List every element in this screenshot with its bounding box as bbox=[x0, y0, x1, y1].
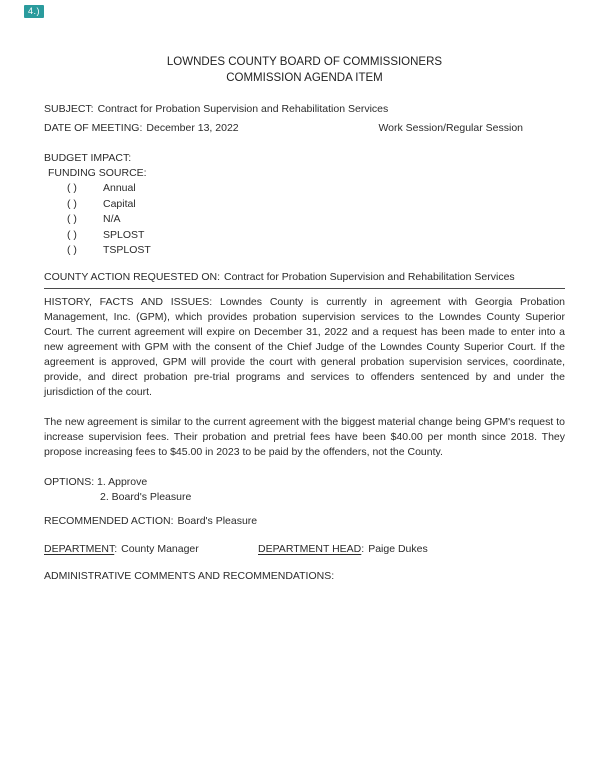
budget-impact-label: BUDGET IMPACT: bbox=[44, 152, 132, 164]
recommended-action-label: RECOMMENDED ACTION: bbox=[44, 514, 174, 527]
department-head-value: Paige Dukes bbox=[368, 542, 428, 555]
history-paragraph-1 bbox=[44, 295, 565, 400]
subject-value: Contract for Probation Supervision and Rehabilitation Services bbox=[97, 103, 389, 115]
funding-option-label: SPLOST bbox=[103, 228, 145, 241]
department-row bbox=[44, 542, 565, 557]
subject-row bbox=[44, 102, 565, 117]
session-type: Work Session/Regular Session bbox=[378, 122, 523, 134]
options-section bbox=[44, 475, 565, 505]
funding-source-label: FUNDING SOURCE: bbox=[48, 167, 147, 179]
department-label: DEPARTMENT bbox=[44, 542, 115, 555]
meeting-date bbox=[44, 121, 239, 136]
document-header bbox=[44, 54, 565, 86]
checkbox-na: ( ) bbox=[67, 213, 77, 225]
county-action-row bbox=[44, 270, 565, 289]
county-action-label: COUNTY ACTION REQUESTED ON: bbox=[44, 270, 220, 283]
options-line-1 bbox=[44, 475, 565, 490]
checkbox-annual: ( ) bbox=[67, 182, 77, 194]
funding-option-label: Annual bbox=[103, 182, 136, 194]
department-head-colon: : bbox=[361, 542, 365, 555]
history-label: HISTORY, FACTS AND ISSUES: bbox=[44, 295, 213, 308]
administrative-comments-label: ADMINISTRATIVE COMMENTS AND RECOMMENDATIONS: bbox=[44, 569, 335, 582]
department-head bbox=[258, 542, 428, 557]
department-colon: : bbox=[114, 542, 118, 555]
meeting-date-row bbox=[44, 121, 565, 136]
history-text: Lowndes County is currently in agreement with Georgia Probation Management, Inc. (GPM), which provides probation supervision services to the Lowndes County Superior Court. The current agreement will expire on December 31, 2022 and a request has been made to enter into a new agreement with GPM with the consent of the Chief Judge of the Lowndes County Superior Court. If the agreement is approved, GPM will provide the court with general probation supervision services, coordinate, provide, and direct probation pre-trial programs and services to offenders sentenced by and under the jurisdiction of the court. bbox=[44, 295, 566, 398]
option-boards-pleasure: 2. Board's Pleasure bbox=[100, 490, 192, 503]
funding-option-tsplost bbox=[67, 243, 565, 259]
funding-option-capital bbox=[67, 197, 565, 213]
document-title-line1: LOWNDES COUNTY BOARD OF COMMISSIONERS bbox=[166, 56, 443, 68]
document-title-line2: COMMISSION AGENDA ITEM bbox=[226, 72, 383, 84]
department bbox=[44, 542, 258, 557]
department-head-label: DEPARTMENT HEAD bbox=[258, 542, 362, 555]
funding-option-annual bbox=[67, 181, 565, 197]
meeting-date-label: DATE OF MEETING: bbox=[44, 122, 143, 134]
funding-option-label: TSPLOST bbox=[103, 244, 151, 256]
funding-option-label: Capital bbox=[103, 197, 136, 210]
department-value: County Manager bbox=[121, 542, 199, 555]
funding-option-label: N/A bbox=[103, 213, 121, 225]
subject-label: SUBJECT: bbox=[44, 103, 94, 115]
checkbox-tsplost: ( ) bbox=[67, 244, 77, 256]
county-action-value: Contract for Probation Supervision and Rehabilitation Services bbox=[224, 270, 515, 283]
recommended-action-value: Board's Pleasure bbox=[177, 514, 258, 527]
checkbox-capital: ( ) bbox=[67, 197, 77, 210]
options-label: OPTIONS: bbox=[44, 475, 95, 488]
funding-option-na bbox=[67, 212, 565, 228]
option-approve: 1. Approve bbox=[97, 475, 148, 488]
page-index-badge: 4.) bbox=[24, 5, 44, 18]
recommended-action-row bbox=[44, 514, 565, 529]
history-paragraph-2: The new agreement is similar to the current agreement with the biggest material change being GPM's request to increase supervision fees. Their probation and pretrial fees have been $40.00 per month since 2018. They propose increasing fees to $45.00 in 2023 to be paid by the offenders, not the County. bbox=[44, 415, 565, 458]
checkbox-splost: ( ) bbox=[67, 228, 77, 241]
meeting-date-value: December 13, 2022 bbox=[146, 122, 239, 134]
funding-option-splost bbox=[67, 228, 565, 244]
